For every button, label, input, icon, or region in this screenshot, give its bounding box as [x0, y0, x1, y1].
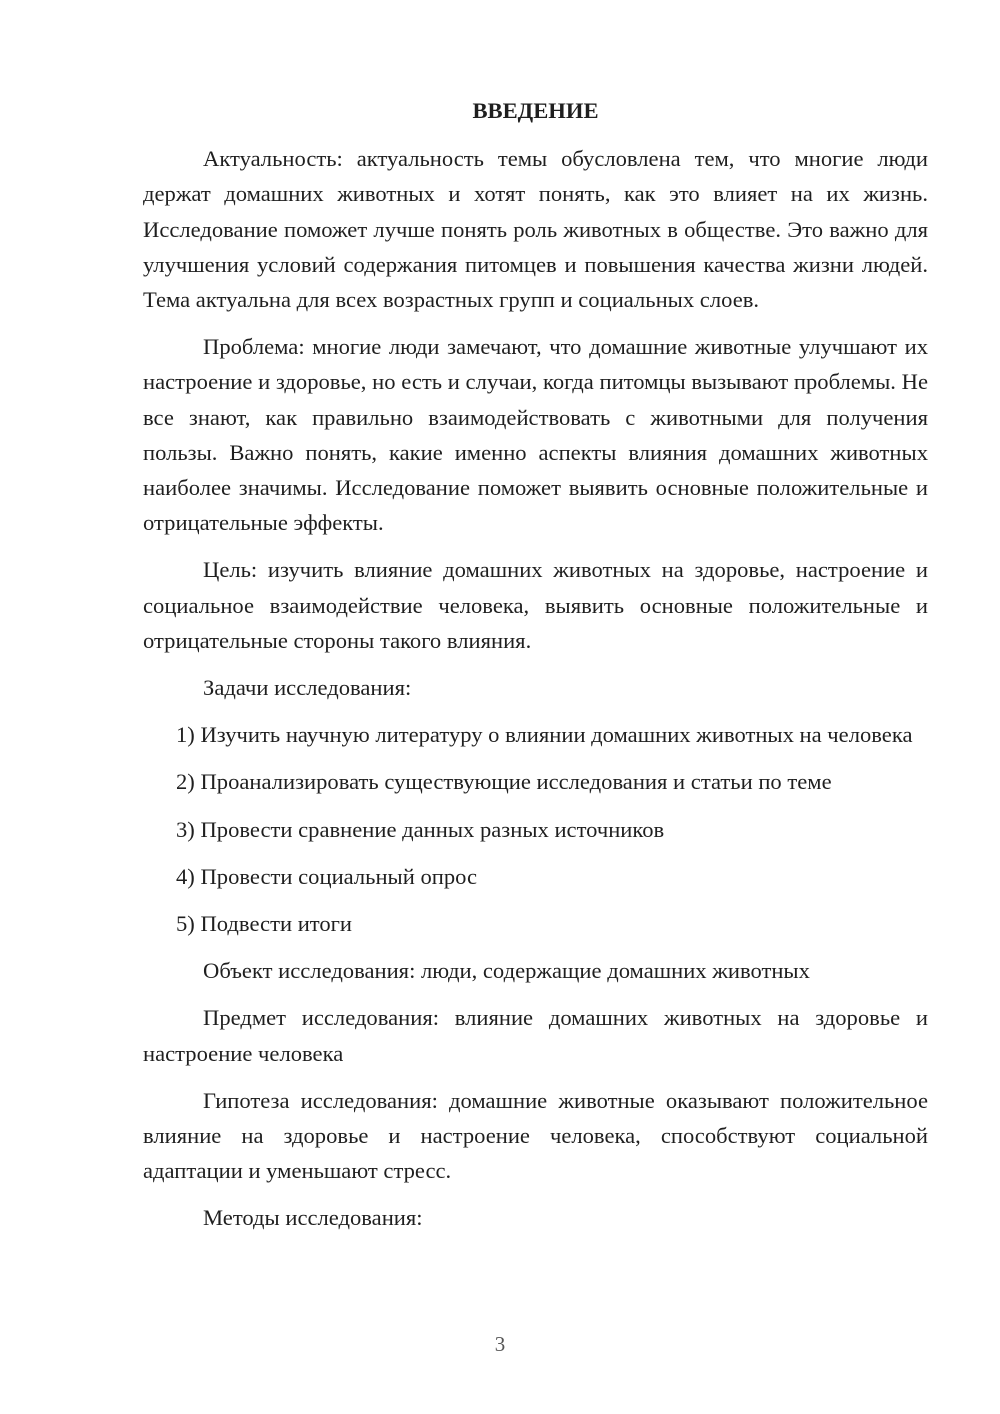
page-content — [143, 93, 928, 1236]
page-number: 3 — [494, 1332, 506, 1356]
problem-paragraph: Проблема: многие люди замечают, что домашние животные улучшают их настроение и здоровье, но есть и случаи, когда питомцы вызывают проблемы. Не все знают, как правильно взаимодействовать с животными для получения пользы. Важно понять, какие именно аспекты влияния домашних животных наиболее значимы. Исследование поможет выявить основные положительные и отрицательные эффекты. — [143, 334, 928, 536]
section-title: ВВЕДЕНИЕ — [472, 98, 599, 123]
methods-heading: Методы исследования: — [203, 1205, 423, 1231]
relevance-paragraph: Актуальность: актуальность темы обусловлена тем, что многие люди держат домашних животных и хотят понять, как это влияет на их жизнь. Исследование поможет лучше понять роль животных в обществе. Это важно для улучшения условий содержания питомцев и повышения качества жизни людей. Тема актуальна для всех возрастных групп и социальных слоев. — [143, 146, 928, 313]
tasks-heading: Задачи исследования: — [203, 675, 412, 701]
subject-paragraph: Предмет исследования: влияние домашних животных на здоровье и настроение человека — [143, 1005, 928, 1066]
task-item: 5) Подвести итоги — [176, 911, 353, 937]
task-item: 2) Проанализировать существующие исследования и статьи по теме — [176, 769, 832, 795]
task-item: 1) Изучить научную литературу о влиянии домашних животных на человека — [176, 722, 913, 748]
goal-paragraph: Цель: изучить влияние домашних животных на здоровье, настроение и социальное взаимодействие человека, выявить основные положительные и отрицательные стороны такого влияния. — [143, 557, 928, 653]
task-item: 3) Провести сравнение данных разных источников — [176, 816, 665, 842]
object-paragraph: Объект исследования: люди, содержащие домашних животных — [203, 958, 810, 984]
task-item: 4) Провести социальный опрос — [176, 863, 478, 889]
hypothesis-paragraph: Гипотеза исследования: домашние животные оказывают положительное влияние на здоровье и настроение человека, способствуют социальной адаптации и уменьшают стресс. — [143, 1087, 928, 1184]
